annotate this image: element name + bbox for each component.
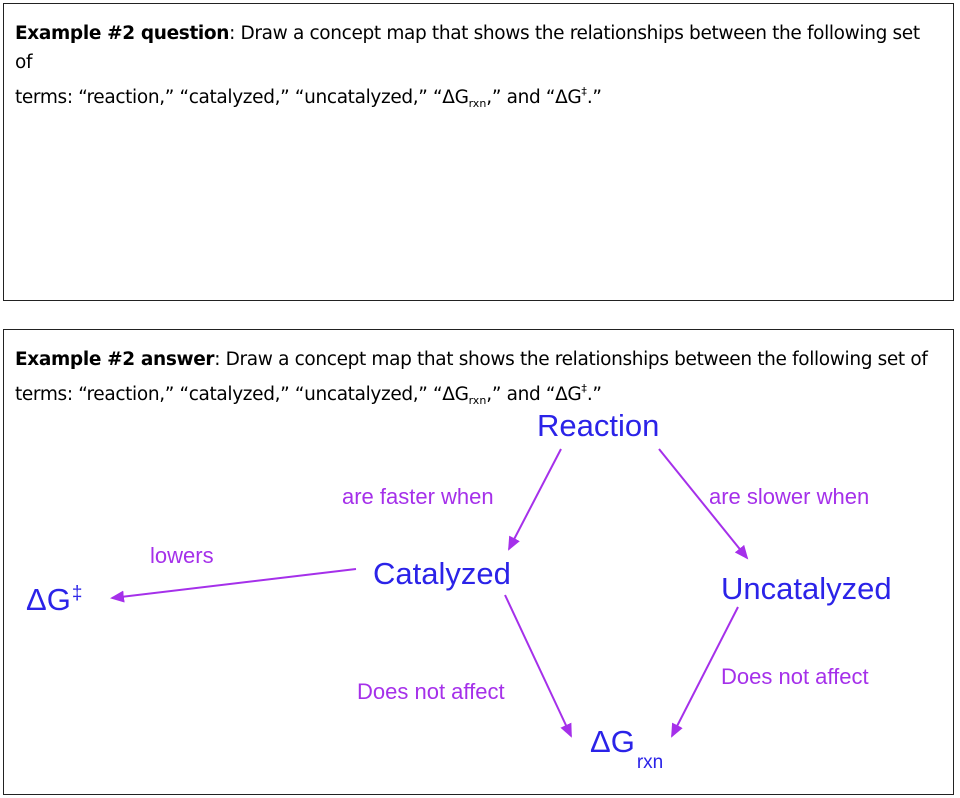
question-heading: Example #2 question [15,23,230,44]
answer-double-dagger: ‡ [581,382,587,395]
question-line1: : Draw a concept map that shows the relationships between the following set of [15,23,920,73]
node-uncatalyzed: Uncatalyzed [721,571,892,606]
question-line2-end: .” [586,87,602,108]
answer-line2-end: .” [586,384,602,405]
link-label-does-not-affect-catalyzed: Does not affect [357,679,505,704]
answer-line2-pre: terms: “reaction,” “catalyzed,” “uncatalyzed,” “ΔG [15,384,469,405]
node-rxn-subscript: rxn [636,752,664,773]
answer-line2-mid: ,” and “ΔG [486,384,582,405]
question-line2-mid: ,” and “ΔG [486,87,582,108]
link-label-are-faster-when: are faster when [342,484,494,509]
answer-heading: Example #2 answer [15,349,215,370]
node-double-dagger-superscript: ‡ [71,583,83,604]
node-delta-g-double-dagger [26,584,82,615]
answer-rxn-subscript: rxn [468,394,487,407]
arrow-reaction-to-catalyzed [509,449,561,549]
arrow-catalyzed-to-dg-double-dagger [112,569,356,598]
arrow-catalyzed-to-dg-rxn [505,595,571,736]
question-double-dagger: ‡ [581,85,587,98]
node-reaction: Reaction [537,408,660,443]
node-delta-g-rxn-label: ΔG [590,724,635,759]
node-catalyzed: Catalyzed [373,556,511,591]
link-label-are-slower-when: are slower when [709,484,870,509]
answer-line1: : Draw a concept map that shows the relationships between the following set of [214,349,928,370]
question-rxn-subscript: rxn [468,97,487,110]
node-delta-g-label: ΔG [26,582,71,617]
node-delta-g-rxn [590,724,664,773]
question-line2-pre: terms: “reaction,” “catalyzed,” “uncatalyzed,” “ΔG [15,87,469,108]
link-label-lowers: lowers [150,543,214,568]
link-label-does-not-affect-uncatalyzed: Does not affect [721,664,869,689]
